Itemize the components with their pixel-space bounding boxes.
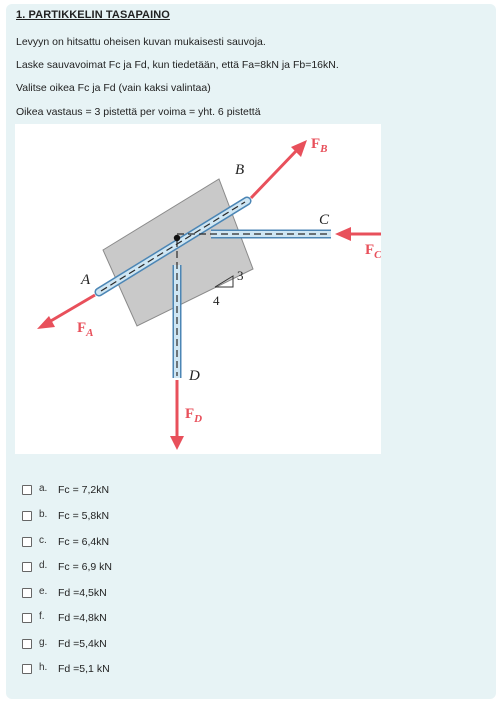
label-fa: $F_A$ bbox=[77, 320, 94, 339]
question-text-line-2: Laske sauvavoimat Fc ja Fd, kun tiedetään, että Fa=8kN ja Fb=16kN. bbox=[16, 59, 339, 71]
slope-run-label: 4 bbox=[213, 293, 220, 308]
label-fb: $F_B$ bbox=[311, 136, 328, 155]
option-text: Fc = 7,2kN bbox=[58, 484, 110, 496]
option-letter: e. bbox=[39, 586, 48, 597]
option-text: Fc = 6,4kN bbox=[58, 536, 110, 548]
option-letter: c. bbox=[39, 535, 47, 546]
junction-point bbox=[174, 235, 180, 241]
option-checkbox[interactable] bbox=[22, 537, 32, 547]
option-letter: b. bbox=[39, 509, 48, 520]
label-d: D bbox=[189, 368, 200, 384]
diagram-svg bbox=[15, 124, 381, 454]
slope-rise-label: 3 bbox=[237, 268, 244, 283]
force-arrow-fb bbox=[251, 140, 307, 198]
question-text-line-1: Levyyn on hitsattu oheisen kuvan mukaisesti sauvoja. bbox=[16, 36, 266, 48]
option-text: Fd =4,8kN bbox=[58, 612, 107, 624]
label-a: A bbox=[81, 272, 91, 288]
label-fd: $F_D$ bbox=[185, 406, 203, 425]
option-checkbox[interactable] bbox=[22, 511, 32, 521]
question-text-line-4: Oikea vastaus = 3 pistettä per voima = yht. 6 pistettä bbox=[16, 106, 261, 118]
label-c: C bbox=[319, 212, 330, 228]
option-checkbox[interactable] bbox=[22, 664, 32, 674]
option-letter: h. bbox=[39, 662, 48, 673]
option-text: Fc = 6,9 kN bbox=[58, 561, 112, 573]
option-letter: g. bbox=[39, 637, 48, 648]
option-letter: f. bbox=[39, 611, 45, 622]
option-letter: d. bbox=[39, 560, 48, 571]
option-checkbox[interactable] bbox=[22, 639, 32, 649]
option-text: Fd =5,4kN bbox=[58, 638, 107, 650]
option-text: Fd =5,1 kN bbox=[58, 663, 110, 675]
force-arrow-fc bbox=[335, 227, 381, 241]
statics-diagram bbox=[15, 124, 381, 454]
question-title: 1. PARTIKKELIN TASAPAINO bbox=[16, 9, 170, 21]
question-text-line-3: Valitse oikea Fc ja Fd (vain kaksi valintaa) bbox=[16, 82, 211, 94]
force-arrow-fa bbox=[37, 295, 95, 329]
option-checkbox[interactable] bbox=[22, 613, 32, 623]
option-text: Fd =4,5kN bbox=[58, 587, 107, 599]
option-checkbox[interactable] bbox=[22, 588, 32, 598]
option-letter: a. bbox=[39, 483, 48, 494]
option-checkbox[interactable] bbox=[22, 562, 32, 572]
label-b: B bbox=[235, 162, 245, 178]
option-text: Fc = 5,8kN bbox=[58, 510, 110, 522]
option-checkbox[interactable] bbox=[22, 485, 32, 495]
force-arrow-fd bbox=[170, 380, 184, 450]
label-fc: $F_C$ bbox=[365, 242, 381, 261]
